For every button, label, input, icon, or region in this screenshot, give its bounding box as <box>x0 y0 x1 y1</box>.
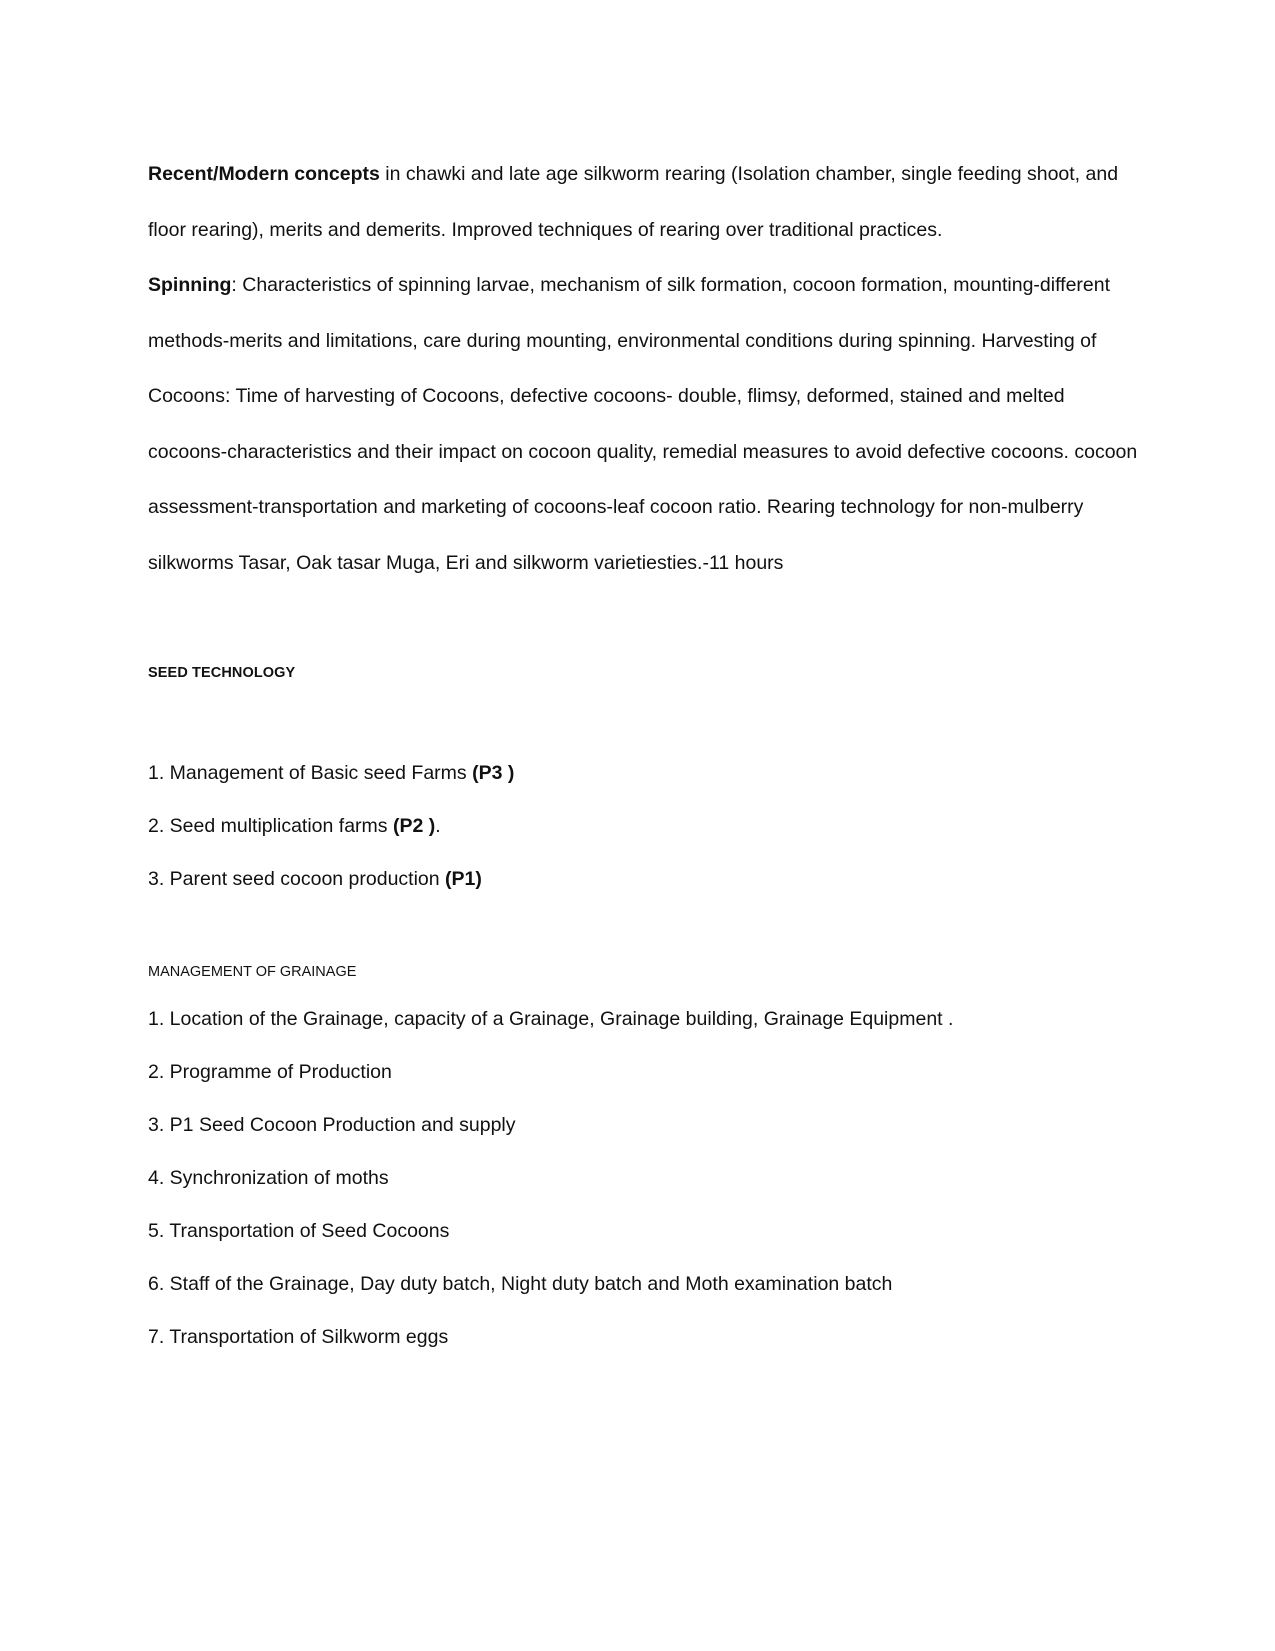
intro-paragraph <box>148 147 1138 591</box>
seed-item-1: 1. Management of Basic seed Farms (P3 ) <box>148 762 515 784</box>
seed-technology-heading: SEED TECHNOLOGY <box>148 665 296 681</box>
grainage-item-6: 6. Staff of the Grainage, Day duty batch, Night duty batch and Moth examination batch <box>148 1273 893 1295</box>
grainage-heading: MANAGEMENT OF GRAINAGE <box>148 964 357 980</box>
spinning-bold: Spinning <box>148 274 232 296</box>
grainage-item-3: 3. P1 Seed Cocoon Production and supply <box>148 1114 516 1136</box>
seed-item-3: 3. Parent seed cocoon production (P1) <box>148 868 482 890</box>
seed-item-2: 2. Seed multiplication farms (P2 ). <box>148 815 441 837</box>
grainage-item-2: 2. Programme of Production <box>148 1061 392 1083</box>
intro-lead-bold: Recent/Modern concepts <box>148 163 380 185</box>
grainage-item-4: 4. Synchronization of moths <box>148 1167 389 1189</box>
intro-lead-text: in chawki and late age silkworm rearing (Isolation chamber, single feeding shoot, and floor rearing), merits and demerits. Improved techniques of rearing over traditional practices. <box>148 163 1119 241</box>
spinning-text: : Characteristics of spinning larvae, mechanism of silk formation, cocoon formation, mounting-different methods-merits and limitations, care during mounting, environmental conditions during spinning. Harvesting of Cocoons: Time of harvesting of Cocoons, defective cocoons- double, flimsy, deformed, stained and melted cocoons-characteristics and their impact on cocoon quality, remedial measures to avoid defective cocoons. cocoon assessment-transportation and marketing of cocoons-leaf cocoon ratio. Rearing technology for non-mulberry silkworms Tasar, Oak tasar Muga, Eri and silkworm varietiesties.-11 hours <box>148 274 1138 574</box>
grainage-item-7: 7. Transportation of Silkworm eggs <box>148 1326 449 1348</box>
grainage-item-1: 1. Location of the Grainage, capacity of a Grainage, Grainage building, Grainage Equipment . <box>148 1008 954 1030</box>
grainage-item-5: 5. Transportation of Seed Cocoons <box>148 1220 450 1242</box>
